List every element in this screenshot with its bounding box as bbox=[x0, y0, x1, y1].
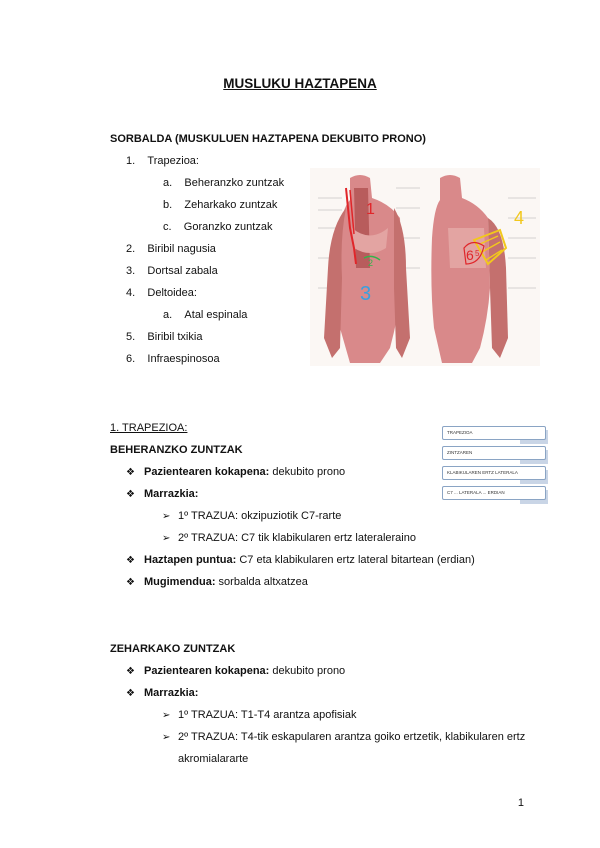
bullet-row bbox=[126, 488, 198, 500]
bullet-text: dekubito prono bbox=[269, 466, 346, 478]
item-number: b. bbox=[163, 199, 173, 211]
list-item bbox=[163, 177, 284, 189]
item-label: Biribil nagusia bbox=[147, 243, 216, 255]
list-item bbox=[126, 353, 220, 365]
list-item bbox=[163, 309, 247, 321]
item-number: 3. bbox=[126, 265, 136, 277]
item-label: Biribil txikia bbox=[147, 331, 203, 343]
diamond-bullet-icon: ❖ bbox=[126, 666, 135, 677]
diamond-bullet-icon: ❖ bbox=[126, 467, 135, 478]
item-number: a. bbox=[163, 309, 173, 321]
diamond-bullet-icon: ❖ bbox=[126, 577, 135, 588]
arrow-bullet-icon: ➢ bbox=[162, 511, 171, 522]
item-label: Deltoidea: bbox=[147, 287, 197, 299]
anatomy-image-back-muscles bbox=[310, 168, 428, 366]
bullet-label: Pazientearen kokapena: bbox=[144, 466, 270, 478]
bullet-row bbox=[126, 466, 345, 478]
arrow-text: 1º TRAZUA: T1-T4 arantza apofisiak bbox=[178, 709, 357, 721]
arrow-text: 1º TRAZUA: okzipuziotik C7-rarte bbox=[178, 510, 342, 522]
callout-box: TRAPEZIOA bbox=[442, 426, 546, 440]
list-item bbox=[126, 287, 197, 299]
page-number: 1 bbox=[517, 797, 524, 809]
anatomy-illustration-2 bbox=[428, 168, 540, 366]
item-label: Goranzko zuntzak bbox=[183, 221, 273, 233]
item-number: c. bbox=[163, 221, 172, 233]
bullet-row bbox=[126, 687, 198, 699]
item-number: 2. bbox=[126, 243, 136, 255]
item-label: Atal espinala bbox=[184, 309, 248, 321]
arrow-bullet-icon: ➢ bbox=[162, 533, 171, 544]
item-number: 6. bbox=[126, 353, 136, 365]
list-item bbox=[126, 265, 218, 277]
bullet-label: Haztapen puntua: bbox=[144, 554, 237, 566]
section-heading-sorbalda: SORBALDA (MUSKULUEN HAZTAPENA DEKUBITO PRONO) bbox=[110, 133, 426, 145]
item-label: Trapezioa: bbox=[147, 155, 199, 167]
bullet-text: sorbalda altxatzea bbox=[215, 576, 308, 588]
anatomy-illustration bbox=[310, 168, 428, 366]
bullet-label: Mugimendua: bbox=[144, 576, 216, 588]
svg-text:5: 5 bbox=[475, 249, 480, 258]
diamond-bullet-icon: ❖ bbox=[126, 555, 135, 566]
list-item bbox=[126, 331, 202, 343]
continuation-text: akromialararte bbox=[178, 753, 249, 765]
anatomy-image-deltoid bbox=[428, 168, 540, 366]
list-item bbox=[163, 199, 277, 211]
bullet-label: Marrazkia: bbox=[144, 488, 199, 500]
bullet-label: Pazientearen kokapena: bbox=[144, 665, 270, 677]
arrow-text: 2º TRAZUA: C7 tik klabikularen ertz lateraleraino bbox=[178, 532, 416, 544]
callout-box: C7 ... LATERALA ... ERDIAN bbox=[442, 486, 546, 500]
svg-text:4: 4 bbox=[514, 208, 525, 228]
bullet-row bbox=[126, 576, 308, 588]
list-item bbox=[126, 155, 199, 167]
item-number: 1. bbox=[126, 155, 136, 167]
arrow-bullet-icon: ➢ bbox=[162, 732, 171, 743]
arrow-row bbox=[162, 731, 525, 743]
bullet-row bbox=[126, 554, 475, 566]
arrow-row bbox=[162, 709, 356, 721]
item-number: a. bbox=[163, 177, 173, 189]
item-number: 5. bbox=[126, 331, 136, 343]
callout-image bbox=[442, 424, 548, 504]
list-item bbox=[126, 243, 216, 255]
bullet-text: C7 eta klabikularen ertz lateral bitartean (erdian) bbox=[236, 554, 475, 566]
page-title: MUSLUKU HAZTAPENA bbox=[223, 76, 377, 91]
item-number: 4. bbox=[126, 287, 136, 299]
arrow-text: 2º TRAZUA: T4-tik eskapularen arantza goiko ertzetik, klabikularen ertz bbox=[178, 731, 526, 743]
svg-text:6: 6 bbox=[466, 247, 474, 263]
section-heading-trapezioa: 1. TRAPEZIOA: bbox=[110, 422, 188, 434]
item-label: Infraespinosoa bbox=[147, 353, 220, 365]
diamond-bullet-icon: ❖ bbox=[126, 688, 135, 699]
diamond-bullet-icon: ❖ bbox=[126, 489, 135, 500]
svg-text:3: 3 bbox=[360, 283, 372, 305]
bullet-text: dekubito prono bbox=[269, 665, 346, 677]
bullet-row bbox=[126, 665, 345, 677]
arrow-row bbox=[162, 510, 341, 522]
list-item bbox=[163, 221, 272, 233]
callout-box: KLABIKULAREN ERTZ LATERALA bbox=[442, 466, 546, 480]
subheading-beheranzko: BEHERANZKO ZUNTZAK bbox=[110, 444, 243, 456]
bullet-label: Marrazkia: bbox=[144, 687, 199, 699]
subheading-zeharkako: ZEHARKAKO ZUNTZAK bbox=[110, 643, 236, 655]
item-label: Dortsal zabala bbox=[147, 265, 218, 277]
item-label: Zeharkako zuntzak bbox=[184, 199, 278, 211]
callout-box: ZINTZAREN bbox=[442, 446, 546, 460]
svg-text:2: 2 bbox=[368, 258, 374, 268]
item-label: Beheranzko zuntzak bbox=[184, 177, 285, 189]
arrow-bullet-icon: ➢ bbox=[162, 710, 171, 721]
arrow-row bbox=[162, 532, 416, 544]
svg-text:1: 1 bbox=[366, 201, 375, 218]
